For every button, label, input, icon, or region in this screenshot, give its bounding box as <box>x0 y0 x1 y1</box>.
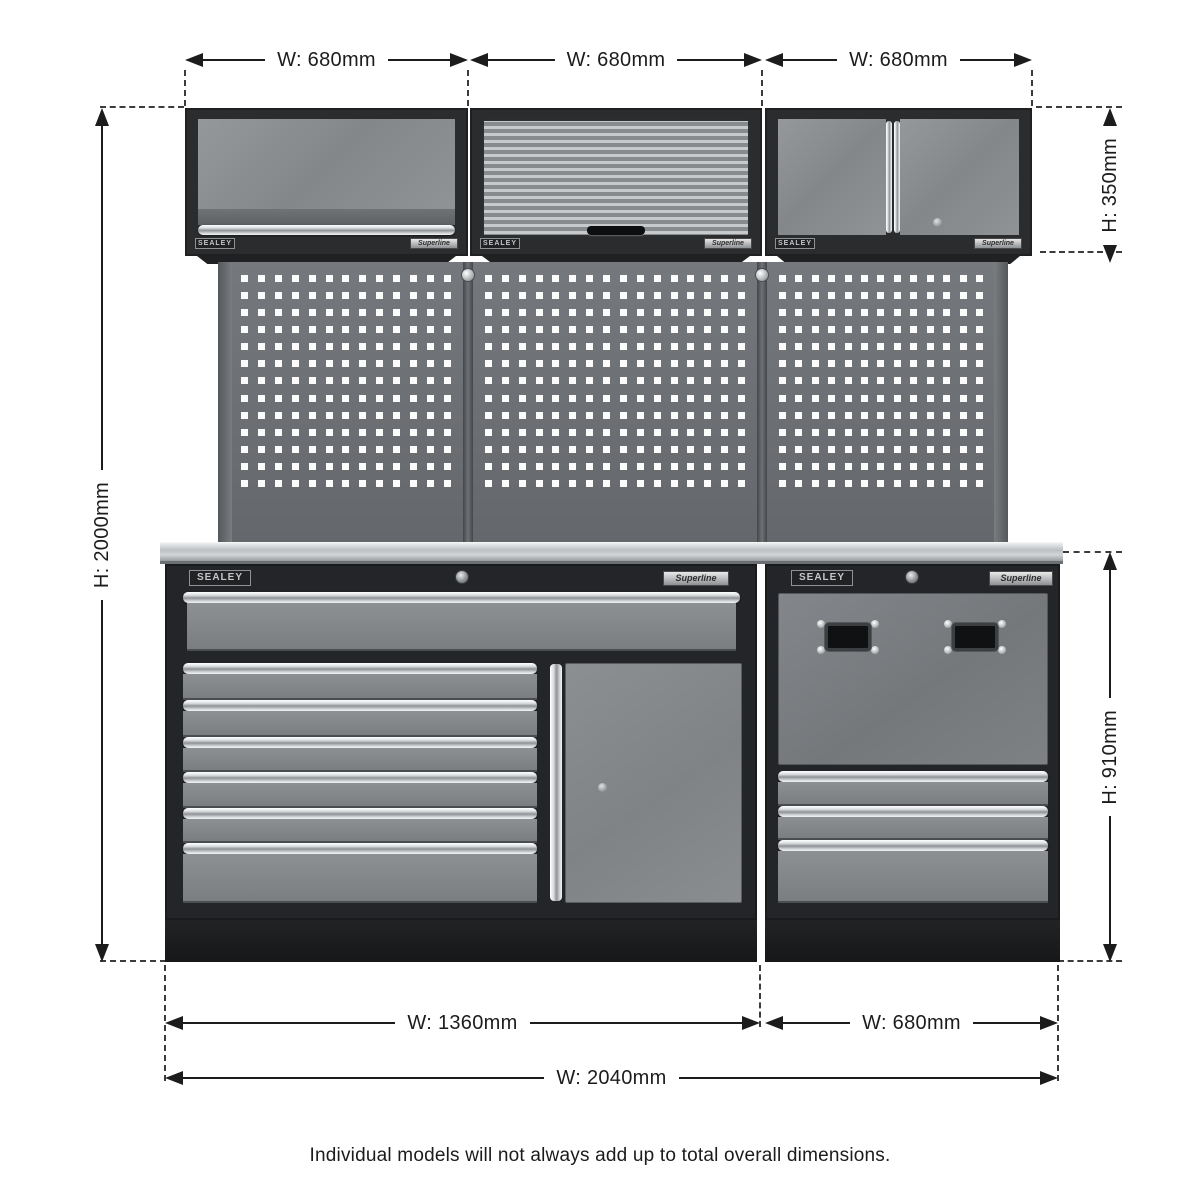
arrow-left-icon <box>470 53 488 67</box>
vent-handle <box>944 620 1006 654</box>
cabinet-door-right <box>900 119 1019 235</box>
arrow-left-icon <box>165 1071 183 1085</box>
cabinet-door <box>198 119 455 209</box>
screw-icon <box>998 620 1006 628</box>
footnote: Individual models will not always add up to total overall dimensions. <box>309 1145 891 1166</box>
arrow-up-icon <box>1103 552 1117 570</box>
drawer-face <box>183 711 537 737</box>
sealey-badge: SEALEY <box>791 570 853 586</box>
superline-badge: Superline <box>663 571 729 586</box>
arrow-right-icon <box>744 53 762 67</box>
dim-label: W: 680mm <box>566 49 666 71</box>
superline-badge: Superline <box>704 238 752 249</box>
dim-base-unit-height <box>1098 552 1122 962</box>
drawer-face <box>183 819 537 843</box>
drawer-handle <box>778 771 1048 782</box>
keyhole <box>933 218 942 227</box>
dim-label: W: 680mm <box>862 1012 961 1034</box>
screw-icon <box>944 646 952 654</box>
arrow-down-icon <box>1103 245 1117 263</box>
dim-label: W: 2040mm <box>556 1067 667 1089</box>
screw-icon <box>871 646 879 654</box>
vent-slot <box>825 623 871 651</box>
vent-slot <box>952 623 998 651</box>
arrow-down-icon <box>95 944 109 962</box>
drawer-face <box>183 748 537 772</box>
arrow-up-icon <box>95 108 109 126</box>
door-handle-right <box>894 121 900 233</box>
mounting-knob <box>755 268 769 282</box>
shutter-handle <box>587 226 645 235</box>
door-handle-left <box>886 121 892 233</box>
dim-top-width-3 <box>765 49 1032 71</box>
drawer-handle <box>183 663 537 674</box>
superline-badge: Superline <box>989 571 1053 586</box>
pegboard-side-panel <box>994 262 1008 542</box>
drawer-handle <box>183 843 537 854</box>
sealey-badge: SEALEY <box>195 238 235 249</box>
extension-line <box>184 70 186 106</box>
roller-shutter-door <box>482 119 750 237</box>
drawer-handle <box>183 772 537 783</box>
door-handle <box>198 225 455 235</box>
keyhole <box>598 783 607 792</box>
extension-line <box>1031 70 1033 106</box>
dim-bottom-width-left <box>165 1012 760 1034</box>
stainless-worktop <box>160 542 1063 564</box>
wall-cabinet-double-door <box>765 108 1032 256</box>
dim-label: H: 910mm <box>1099 709 1121 805</box>
drawer-face <box>183 854 537 903</box>
arrow-down-icon <box>1103 944 1117 962</box>
arrow-left-icon <box>165 1016 183 1030</box>
arrow-left-icon <box>765 53 783 67</box>
dim-label: W: 1360mm <box>407 1012 518 1034</box>
pegboard-holes <box>774 270 988 492</box>
door-lip <box>198 209 455 225</box>
dim-label: H: 350mm <box>1099 138 1121 233</box>
drawer-face <box>778 851 1048 903</box>
cabinet-door <box>565 663 742 903</box>
pegboard <box>218 262 1008 542</box>
pegboard-holes <box>480 270 750 492</box>
dim-top-width-1 <box>185 49 468 71</box>
screw-icon <box>998 646 1006 654</box>
screw-icon <box>817 620 825 628</box>
dim-label: W: 680mm <box>277 49 376 71</box>
sealey-badge: SEALEY <box>775 238 815 249</box>
screw-icon <box>817 646 825 654</box>
dim-top-width-2 <box>470 49 762 71</box>
drawer-handle <box>183 808 537 819</box>
drawer-face <box>183 674 537 700</box>
drawer-face <box>778 782 1048 806</box>
sealey-badge: SEALEY <box>480 238 520 249</box>
dim-overall-width <box>165 1067 1058 1089</box>
superline-badge: Superline <box>974 238 1022 249</box>
vent-handle <box>817 620 879 654</box>
mounting-knob <box>461 268 475 282</box>
pegboard-side-panel <box>218 262 232 542</box>
screw-icon <box>871 620 879 628</box>
arrow-left-icon <box>765 1016 783 1030</box>
drawer-handle <box>778 806 1048 817</box>
dim-wall-cabinet-height <box>1098 108 1122 253</box>
drawer-handle <box>183 700 537 711</box>
arrow-left-icon <box>185 53 203 67</box>
lock <box>455 570 469 584</box>
sealey-badge: SEALEY <box>189 570 251 586</box>
dim-overall-height <box>90 108 114 962</box>
cabinet-door-handle <box>550 664 562 901</box>
extension-line <box>467 70 469 106</box>
arrow-right-icon <box>1014 53 1032 67</box>
arrow-right-icon <box>742 1016 760 1030</box>
dim-bottom-width-right <box>765 1012 1058 1034</box>
pegboard-divider <box>463 262 473 542</box>
wall-cabinet-single-door <box>185 108 468 256</box>
plinth <box>165 920 757 962</box>
screw-icon <box>944 620 952 628</box>
plinth <box>765 920 1060 962</box>
base-cabinet-drawer-unit <box>165 564 757 920</box>
superline-badge: Superline <box>410 238 458 249</box>
pegboard-holes <box>236 270 456 492</box>
drawer-face <box>778 817 1048 840</box>
dim-label: W: 680mm <box>849 49 948 71</box>
drawer-face <box>183 783 537 808</box>
drawer-handle <box>183 737 537 748</box>
drawer-handle <box>778 840 1048 851</box>
arrow-right-icon <box>1040 1016 1058 1030</box>
extension-line <box>761 70 763 106</box>
pegboard-divider <box>757 262 767 542</box>
base-cabinet-module <box>765 564 1060 920</box>
cabinet-door-left <box>778 119 886 235</box>
dim-label: H: 2000mm <box>91 481 113 589</box>
arrow-right-icon <box>1040 1071 1058 1085</box>
lock <box>905 570 919 584</box>
drawer-handle <box>183 592 740 603</box>
arrow-up-icon <box>1103 108 1117 126</box>
front-panel <box>778 593 1048 765</box>
drawer-face <box>187 603 736 651</box>
wall-cabinet-tambour <box>470 108 762 256</box>
arrow-right-icon <box>450 53 468 67</box>
